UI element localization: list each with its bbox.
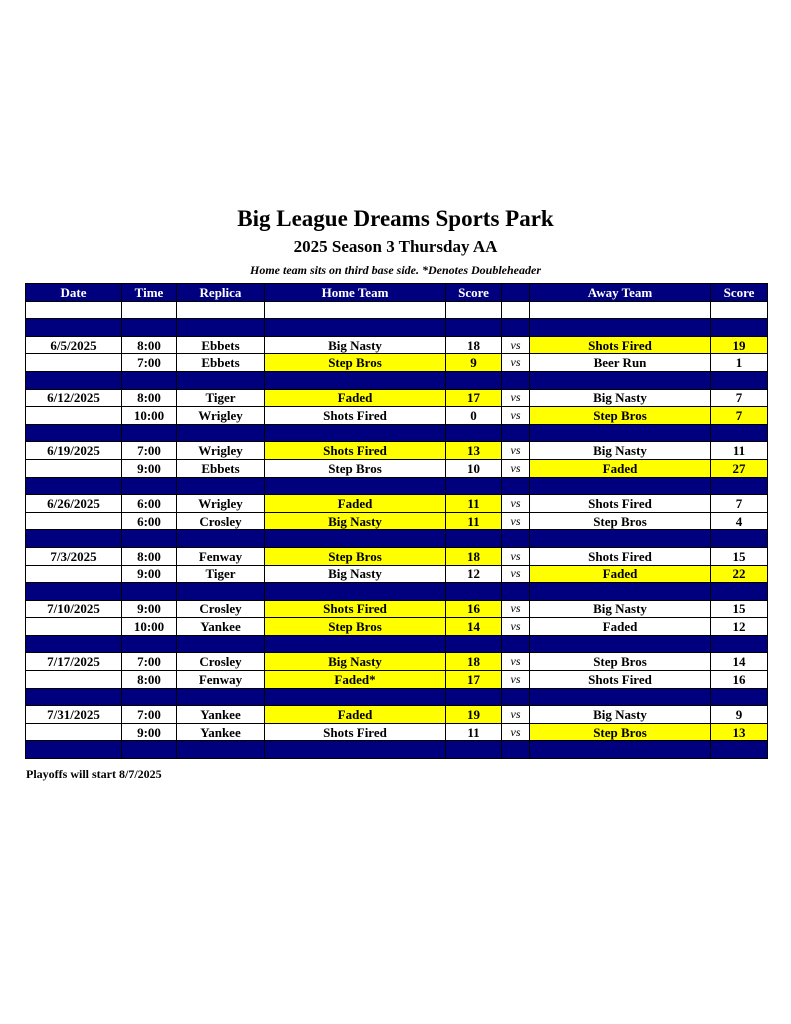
blank-row-cell <box>122 301 177 319</box>
separator-row-cell <box>446 688 502 706</box>
game-date: 6/26/2025 <box>26 495 122 513</box>
game-date: 6/19/2025 <box>26 442 122 460</box>
blank-row <box>26 301 768 319</box>
blank-row-cell <box>265 301 446 319</box>
separator-row-cell <box>530 424 711 442</box>
game-time: 8:00 <box>122 389 177 407</box>
header-time: Time <box>122 284 177 302</box>
away-team: Step Bros <box>530 653 711 671</box>
game-time: 10:00 <box>122 407 177 425</box>
separator-row-cell <box>265 371 446 389</box>
separator-row <box>26 530 768 548</box>
separator-row-cell <box>502 477 530 495</box>
home-team: Step Bros <box>265 459 446 477</box>
home-team: Big Nasty <box>265 336 446 354</box>
schedule-table <box>25 283 768 759</box>
blank-row-cell <box>502 301 530 319</box>
separator-row <box>26 741 768 759</box>
table-row <box>26 459 768 477</box>
game-date <box>26 459 122 477</box>
separator-row-cell <box>711 371 768 389</box>
vs-label: vs <box>502 442 530 460</box>
separator-row-cell <box>711 477 768 495</box>
away-team: Big Nasty <box>530 600 711 618</box>
away-score: 15 <box>711 547 768 565</box>
vs-label: vs <box>502 512 530 530</box>
separator-row-cell <box>177 371 265 389</box>
separator-row-cell <box>502 583 530 601</box>
vs-label: vs <box>502 618 530 636</box>
game-date: 7/17/2025 <box>26 653 122 671</box>
home-score: 18 <box>446 336 502 354</box>
separator-row-cell <box>265 583 446 601</box>
separator-row-cell <box>177 635 265 653</box>
blank-row-cell <box>530 301 711 319</box>
game-replica: Wrigley <box>177 495 265 513</box>
table-row <box>26 389 768 407</box>
game-date: 6/12/2025 <box>26 389 122 407</box>
vs-label: vs <box>502 653 530 671</box>
separator-row-cell <box>122 371 177 389</box>
game-replica: Wrigley <box>177 442 265 460</box>
page-title: Big League Dreams Sports Park <box>237 206 554 231</box>
separator-row <box>26 688 768 706</box>
vs-label: vs <box>502 723 530 741</box>
game-replica: Crosley <box>177 600 265 618</box>
separator-row-cell <box>446 635 502 653</box>
separator-row-cell <box>265 530 446 548</box>
game-date <box>26 565 122 583</box>
table-row <box>26 618 768 636</box>
table-row <box>26 512 768 530</box>
game-replica: Ebbets <box>177 459 265 477</box>
home-score: 10 <box>446 459 502 477</box>
separator-row-cell <box>711 424 768 442</box>
game-date <box>26 407 122 425</box>
game-date <box>26 354 122 372</box>
game-replica: Yankee <box>177 723 265 741</box>
separator-row-cell <box>530 371 711 389</box>
game-replica: Wrigley <box>177 407 265 425</box>
away-score: 16 <box>711 671 768 689</box>
separator-row-cell <box>502 530 530 548</box>
separator-row-cell <box>711 583 768 601</box>
separator-row-cell <box>26 319 122 337</box>
vs-label: vs <box>502 354 530 372</box>
separator-row-cell <box>26 477 122 495</box>
table-row <box>26 653 768 671</box>
separator-row-cell <box>711 741 768 759</box>
game-time: 8:00 <box>122 671 177 689</box>
header-away-team: Away Team <box>530 284 711 302</box>
table-row <box>26 407 768 425</box>
game-date <box>26 618 122 636</box>
separator-row-cell <box>122 635 177 653</box>
separator-row-cell <box>122 319 177 337</box>
vs-label: vs <box>502 600 530 618</box>
separator-row-cell <box>122 424 177 442</box>
separator-row-cell <box>446 583 502 601</box>
home-score: 12 <box>446 565 502 583</box>
game-replica: Crosley <box>177 512 265 530</box>
header-replica: Replica <box>177 284 265 302</box>
separator-row-cell <box>26 530 122 548</box>
separator-row-cell <box>122 530 177 548</box>
table-row <box>26 495 768 513</box>
separator-row-cell <box>177 530 265 548</box>
game-date: 7/3/2025 <box>26 547 122 565</box>
away-team: Shots Fired <box>530 495 711 513</box>
game-time: 7:00 <box>122 354 177 372</box>
game-time: 6:00 <box>122 495 177 513</box>
separator-row-cell <box>711 635 768 653</box>
separator-row <box>26 477 768 495</box>
home-score: 18 <box>446 547 502 565</box>
away-team: Faded <box>530 459 711 477</box>
home-score: 11 <box>446 723 502 741</box>
separator-row-cell <box>502 635 530 653</box>
separator-row-cell <box>177 319 265 337</box>
table-row <box>26 723 768 741</box>
vs-label: vs <box>502 495 530 513</box>
game-replica: Yankee <box>177 618 265 636</box>
separator-row <box>26 635 768 653</box>
game-replica: Tiger <box>177 389 265 407</box>
separator-row-cell <box>502 319 530 337</box>
game-replica: Ebbets <box>177 354 265 372</box>
table-row <box>26 442 768 460</box>
game-time: 9:00 <box>122 565 177 583</box>
separator-row-cell <box>177 688 265 706</box>
away-team: Step Bros <box>530 512 711 530</box>
blank-row-cell <box>26 301 122 319</box>
schedule-body <box>26 301 768 758</box>
vs-label: vs <box>502 389 530 407</box>
game-time: 7:00 <box>122 442 177 460</box>
separator-row-cell <box>26 741 122 759</box>
blank-row-cell <box>711 301 768 319</box>
away-score: 7 <box>711 495 768 513</box>
schedule-note: Home team sits on third base side. *Denotes Doubleheader <box>250 263 541 277</box>
table-row <box>26 671 768 689</box>
separator-row-cell <box>265 477 446 495</box>
blank-row-cell <box>446 301 502 319</box>
header-home-score: Score <box>446 284 502 302</box>
table-header-row <box>26 284 768 302</box>
away-score: 13 <box>711 723 768 741</box>
separator-row-cell <box>122 583 177 601</box>
away-team: Step Bros <box>530 407 711 425</box>
separator-row-cell <box>530 477 711 495</box>
home-team: Faded <box>265 389 446 407</box>
separator-row-cell <box>26 688 122 706</box>
separator-row-cell <box>711 530 768 548</box>
home-team: Big Nasty <box>265 512 446 530</box>
game-date: 7/31/2025 <box>26 706 122 724</box>
table-row <box>26 600 768 618</box>
away-team: Big Nasty <box>530 706 711 724</box>
home-team: Shots Fired <box>265 442 446 460</box>
home-score: 13 <box>446 442 502 460</box>
home-score: 19 <box>446 706 502 724</box>
game-date <box>26 512 122 530</box>
away-score: 12 <box>711 618 768 636</box>
game-replica: Tiger <box>177 565 265 583</box>
away-score: 22 <box>711 565 768 583</box>
home-team: Shots Fired <box>265 600 446 618</box>
home-score: 0 <box>446 407 502 425</box>
away-score: 9 <box>711 706 768 724</box>
table-row <box>26 706 768 724</box>
away-score: 7 <box>711 389 768 407</box>
separator-row-cell <box>265 424 446 442</box>
game-replica: Crosley <box>177 653 265 671</box>
home-team: Faded* <box>265 671 446 689</box>
home-score: 17 <box>446 389 502 407</box>
game-date <box>26 671 122 689</box>
home-score: 11 <box>446 512 502 530</box>
home-team: Shots Fired <box>265 407 446 425</box>
separator-row-cell <box>446 319 502 337</box>
game-replica: Fenway <box>177 671 265 689</box>
away-team: Big Nasty <box>530 389 711 407</box>
separator-row-cell <box>446 741 502 759</box>
page-subtitle: 2025 Season 3 Thursday AA <box>293 237 498 256</box>
home-score: 11 <box>446 495 502 513</box>
separator-row <box>26 424 768 442</box>
separator-row-cell <box>530 688 711 706</box>
away-team: Shots Fired <box>530 547 711 565</box>
game-time: 6:00 <box>122 512 177 530</box>
separator-row-cell <box>122 688 177 706</box>
away-team: Faded <box>530 565 711 583</box>
separator-row-cell <box>265 319 446 337</box>
home-team: Step Bros <box>265 618 446 636</box>
home-team: Step Bros <box>265 547 446 565</box>
away-score: 15 <box>711 600 768 618</box>
table-row <box>26 565 768 583</box>
game-time: 10:00 <box>122 618 177 636</box>
separator-row-cell <box>177 741 265 759</box>
separator-row-cell <box>265 688 446 706</box>
table-row <box>26 354 768 372</box>
table-row <box>26 547 768 565</box>
separator-row-cell <box>530 530 711 548</box>
separator-row-cell <box>446 371 502 389</box>
separator-row-cell <box>122 741 177 759</box>
separator-row-cell <box>502 688 530 706</box>
header-vs-spacer <box>502 284 530 302</box>
home-team: Shots Fired <box>265 723 446 741</box>
separator-row-cell <box>177 583 265 601</box>
separator-row-cell <box>26 583 122 601</box>
game-time: 8:00 <box>122 336 177 354</box>
home-team: Faded <box>265 495 446 513</box>
away-score: 19 <box>711 336 768 354</box>
separator-row <box>26 319 768 337</box>
table-row <box>26 336 768 354</box>
game-time: 9:00 <box>122 459 177 477</box>
home-team: Big Nasty <box>265 565 446 583</box>
separator-row-cell <box>502 424 530 442</box>
separator-row-cell <box>502 741 530 759</box>
separator-row-cell <box>265 635 446 653</box>
game-date: 7/10/2025 <box>26 600 122 618</box>
separator-row-cell <box>26 424 122 442</box>
separator-row-cell <box>177 424 265 442</box>
separator-row-cell <box>530 635 711 653</box>
separator-row-cell <box>711 319 768 337</box>
home-score: 18 <box>446 653 502 671</box>
away-team: Faded <box>530 618 711 636</box>
blank-row-cell <box>177 301 265 319</box>
separator-row-cell <box>446 477 502 495</box>
away-score: 4 <box>711 512 768 530</box>
separator-row-cell <box>502 371 530 389</box>
separator-row-cell <box>530 583 711 601</box>
separator-row-cell <box>122 477 177 495</box>
vs-label: vs <box>502 706 530 724</box>
vs-label: vs <box>502 671 530 689</box>
home-team: Step Bros <box>265 354 446 372</box>
home-team: Big Nasty <box>265 653 446 671</box>
away-score: 11 <box>711 442 768 460</box>
separator-row-cell <box>177 477 265 495</box>
separator-row <box>26 583 768 601</box>
separator-row-cell <box>265 741 446 759</box>
home-score: 16 <box>446 600 502 618</box>
away-score: 14 <box>711 653 768 671</box>
vs-label: vs <box>502 336 530 354</box>
game-time: 7:00 <box>122 706 177 724</box>
game-date: 6/5/2025 <box>26 336 122 354</box>
header-home-team: Home Team <box>265 284 446 302</box>
separator-row-cell <box>26 635 122 653</box>
away-score: 7 <box>711 407 768 425</box>
game-time: 9:00 <box>122 723 177 741</box>
game-replica: Yankee <box>177 706 265 724</box>
game-time: 8:00 <box>122 547 177 565</box>
game-time: 9:00 <box>122 600 177 618</box>
game-replica: Fenway <box>177 547 265 565</box>
away-team: Shots Fired <box>530 336 711 354</box>
game-replica: Ebbets <box>177 336 265 354</box>
vs-label: vs <box>502 407 530 425</box>
separator-row-cell <box>446 424 502 442</box>
game-date <box>26 723 122 741</box>
separator-row-cell <box>446 530 502 548</box>
vs-label: vs <box>502 547 530 565</box>
vs-label: vs <box>502 565 530 583</box>
away-team: Big Nasty <box>530 442 711 460</box>
away-score: 27 <box>711 459 768 477</box>
away-team: Step Bros <box>530 723 711 741</box>
game-time: 7:00 <box>122 653 177 671</box>
vs-label: vs <box>502 459 530 477</box>
separator-row-cell <box>711 688 768 706</box>
away-team: Shots Fired <box>530 671 711 689</box>
home-team: Faded <box>265 706 446 724</box>
home-score: 9 <box>446 354 502 372</box>
separator-row <box>26 371 768 389</box>
home-score: 17 <box>446 671 502 689</box>
header-away-score: Score <box>711 284 768 302</box>
header-date: Date <box>26 284 122 302</box>
separator-row-cell <box>26 371 122 389</box>
away-score: 1 <box>711 354 768 372</box>
separator-row-cell <box>530 741 711 759</box>
home-score: 14 <box>446 618 502 636</box>
playoffs-note: Playoffs will start 8/7/2025 <box>26 767 162 781</box>
away-team: Beer Run <box>530 354 711 372</box>
separator-row-cell <box>530 319 711 337</box>
